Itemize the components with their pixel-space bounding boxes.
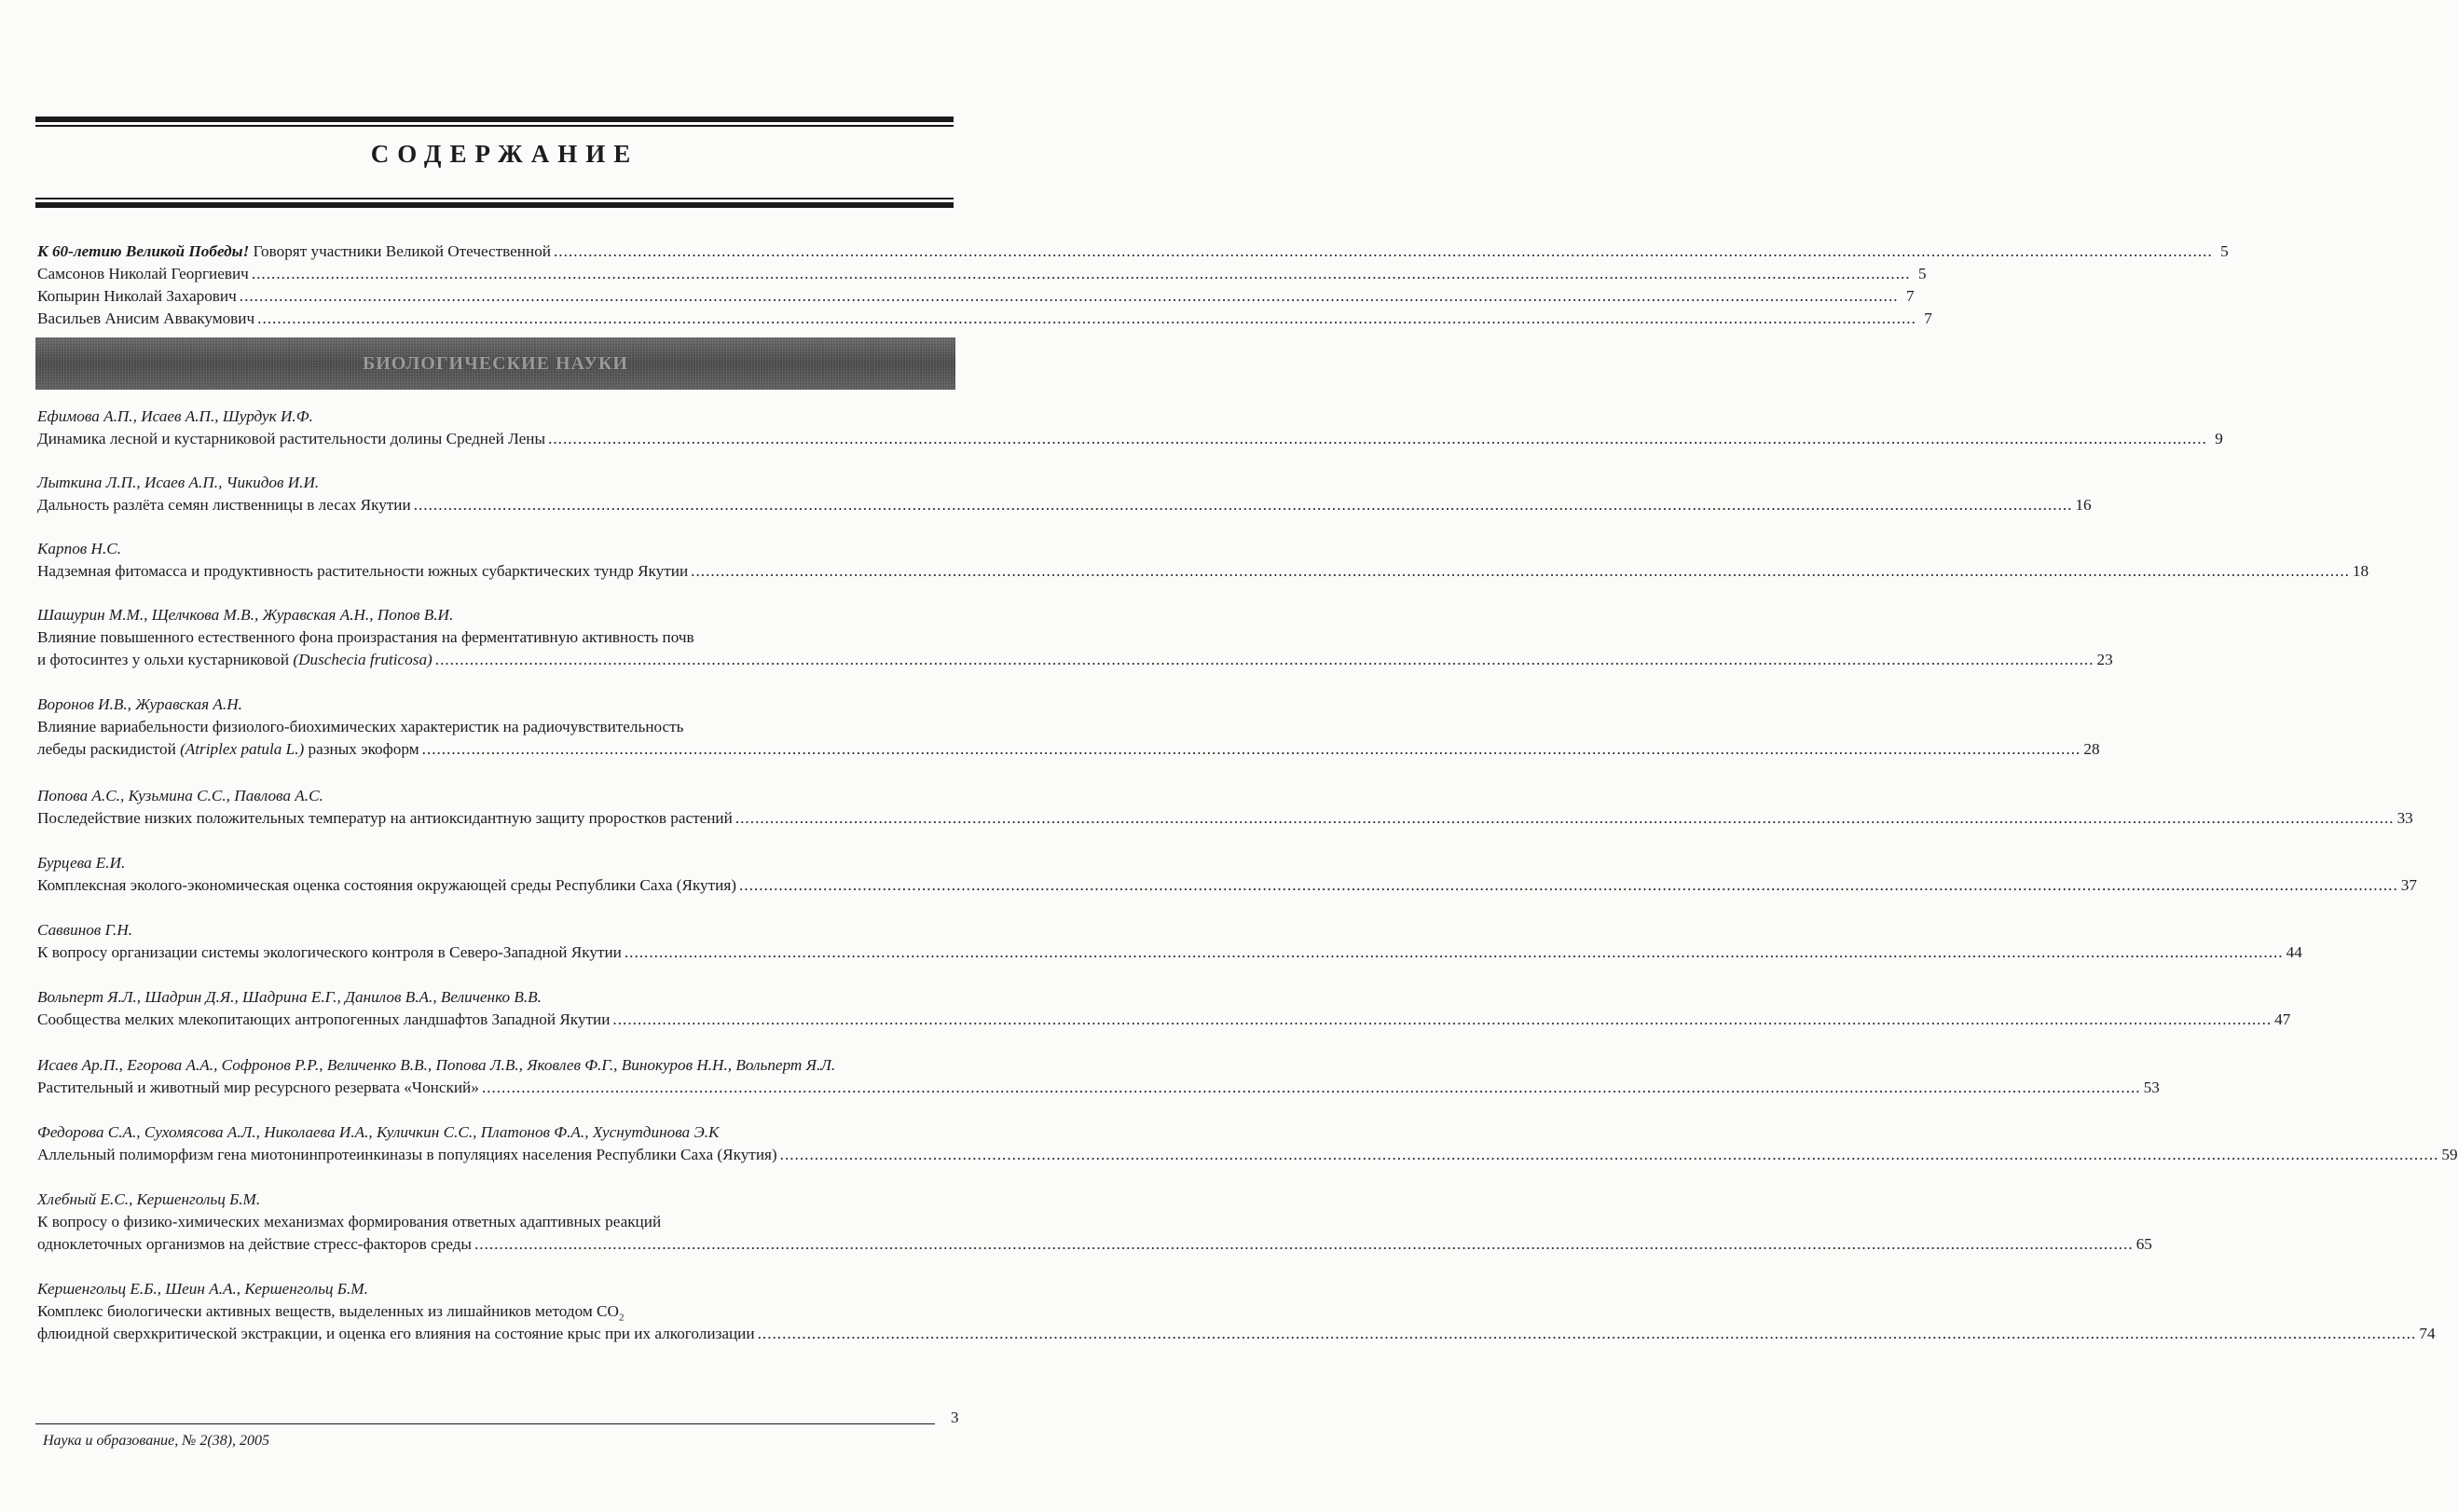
page-number: 33 <box>2396 809 2413 827</box>
toc-entry[interactable] <box>37 1189 2152 1256</box>
leader-dots <box>422 738 2081 761</box>
leader-dots <box>554 241 2213 263</box>
entry-title: Дальность разлёта семян лиственницы в лесах Якутии <box>37 496 411 514</box>
top-double-rule <box>35 117 954 127</box>
page-number: 47 <box>2274 1010 2291 1028</box>
entry-authors: Хлебный Е.С., Кершенгольц Б.М. <box>37 1190 261 1208</box>
title-double-rule <box>35 198 954 208</box>
journal-footer: Наука и образование, № 2(38), 2005 <box>43 1433 270 1449</box>
leader-dots <box>474 1233 2134 1256</box>
toc-entry[interactable] <box>37 919 2302 964</box>
page-number: 37 <box>2400 876 2417 894</box>
entry-title-tail: разных экоформ <box>304 740 419 758</box>
entry-title: Влияние повышенного естественного фона произрастания на ферментативную активность почв <box>37 628 694 646</box>
toc-entry[interactable] <box>37 1121 2458 1166</box>
toc-entry[interactable] <box>37 538 2369 583</box>
page-number: 5 <box>1917 265 1927 282</box>
toc-entry[interactable] <box>37 405 2223 450</box>
toc-entry[interactable] <box>37 785 2413 830</box>
toc-entry[interactable] <box>37 472 2092 516</box>
entry-authors: Шашурин М.М., Щелчкова М.В., Журавская А.Н., Попов В.И. <box>37 606 454 624</box>
person-name: Васильев Анисим Аввакумович <box>37 309 255 327</box>
entry-title: Аллельный полиморфизм гена миотонинпротеинкиназы в популяциях населения Республики Саха (Якутия) <box>37 1146 777 1163</box>
toc-entry[interactable] <box>37 694 2100 761</box>
page-number: 59 <box>2441 1146 2458 1163</box>
leader-dots <box>780 1144 2439 1166</box>
person-name: Копырин Николай Захарович <box>37 287 237 305</box>
leader-dots <box>257 308 1916 330</box>
leader-dots <box>691 560 2350 583</box>
page-number: 16 <box>2075 496 2092 514</box>
intro-block <box>37 241 2229 330</box>
latin-name: (Duschecia fruticosa) <box>293 651 433 668</box>
leader-dots <box>240 285 1899 308</box>
page-number: 7 <box>1924 309 1932 327</box>
page-number: 18 <box>2352 562 2369 580</box>
entry-authors: Воронов И.В., Журавская А.Н. <box>37 695 242 713</box>
page-number: 74 <box>2419 1325 2436 1342</box>
section-heading-band <box>35 337 955 390</box>
leader-dots <box>482 1077 2141 1099</box>
leader-dots <box>739 874 2398 897</box>
page-number: 65 <box>2135 1235 2152 1253</box>
entry-authors: Кершенгольц Е.Б., Шеин А.А., Кершенгольц Б.М. <box>37 1280 368 1298</box>
entry-title: Влияние вариабельности физиолого-биохимических характеристик на радиочувствительность <box>37 718 684 735</box>
entry-authors: Карпов Н.С. <box>37 540 122 557</box>
toc-line-intro[interactable] <box>37 241 2229 263</box>
toc-entry[interactable] <box>37 986 2291 1031</box>
page-number: 9 <box>2215 430 2223 447</box>
entry-authors: Бурцева Е.И. <box>37 854 126 872</box>
leader-dots <box>735 807 2395 830</box>
leader-dots <box>252 263 1911 285</box>
entry-authors: Федорова С.А., Сухомясова А.Л., Николаева И.А., Куличкин С.С., Платонов Ф.А., Хуснутдинова Э.К <box>37 1123 720 1141</box>
entry-authors: Исаев Ар.П., Егорова А.А., Софронов Р.Р., Величенко В.В., Попова Л.В., Яковлев Ф.Г., Винокуров Н.Н., Вольперт Я.Л. <box>37 1056 836 1074</box>
entry-title-cont: флюидной сверхкритической экстракции, и оценка его влияния на состояние крыс при их алкоголизации <box>37 1325 755 1342</box>
page-number: 7 <box>1905 287 1915 305</box>
leader-dots <box>435 649 2094 671</box>
page-number: 28 <box>2083 740 2100 758</box>
entry-title: Последействие низких положительных температур на антиоксидантную защиту проростков растений <box>37 809 733 827</box>
entry-title-cont: лебеды раскидистой <box>37 740 181 758</box>
entry-title: Сообщества мелких млекопитающих антропогенных ландшафтов Западной Якутии <box>37 1010 611 1028</box>
toc-line-person[interactable] <box>37 308 1932 330</box>
page-number: 23 <box>2096 651 2113 668</box>
entry-title-cont: одноклеточных организмов на действие стресс-факторов среды <box>37 1235 472 1253</box>
entry-authors: Ефимова А.П., Исаев А.П., Шурдук И.Ф. <box>37 407 313 425</box>
intro-lead-italic: К 60-летию Великой Победы! <box>37 242 250 260</box>
leader-dots <box>612 1009 2272 1031</box>
intro-lead-text: Говорят участники Великой Отечественной <box>249 242 551 260</box>
leader-dots <box>758 1323 2417 1345</box>
entry-title: Динамика лесной и кустарниковой растительности долины Средней Лены <box>37 430 546 447</box>
page-number: 5 <box>2220 242 2229 260</box>
entry-title: К вопросу организации системы экологического контроля в Северо-Западной Якутии <box>37 943 622 961</box>
person-name: Самсонов Николай Георгиевич <box>37 265 249 282</box>
footer-rule <box>35 1423 935 1424</box>
leader-dots <box>414 494 2073 516</box>
toc-line-person[interactable] <box>37 285 1915 308</box>
latin-name: (Atriplex patula L.) <box>180 740 305 758</box>
leader-dots <box>625 942 2284 964</box>
leader-dots <box>548 428 2207 450</box>
toc-entry[interactable] <box>37 1054 2160 1099</box>
page-number: 44 <box>2286 943 2302 961</box>
entry-authors: Лыткина Л.П., Исаев А.П., Чикидов И.И. <box>37 474 320 491</box>
entry-title: К вопросу о физико-химических механизмах формирования ответных адаптивных реакций <box>37 1213 662 1230</box>
entry-title: Надземная фитомасса и продуктивность растительности южных субарктических тундр Якутии <box>37 562 689 580</box>
folio-page-number: 3 <box>951 1409 959 1426</box>
subscript-digit: 2 <box>618 1312 625 1324</box>
page-title: СОДЕРЖАНИЕ <box>370 140 639 168</box>
entry-title: Комплексная эколого-экономическая оценка состояния окружающей среды Республики Саха (Якутия) <box>37 876 736 894</box>
toc-entry[interactable] <box>37 1278 2436 1345</box>
entry-title-cont: и фотосинтез у ольхи кустарниковой <box>37 651 294 668</box>
page-number: 53 <box>2143 1079 2160 1096</box>
entry-title: Растительный и животный мир ресурсного резервата «Чонский» <box>37 1079 479 1096</box>
section-heading: БИОЛОГИЧЕСКИЕ НАУКИ <box>363 352 628 374</box>
entry-authors: Вольперт Я.Л., Шадрин Д.Я., Шадрина Е.Г., Данилов В.А., Величенко В.В. <box>37 988 542 1006</box>
entry-authors: Саввинов Г.Н. <box>37 921 133 939</box>
toc-line-person[interactable] <box>37 263 1927 285</box>
entry-authors: Попова А.С., Кузьмина С.С., Павлова А.С. <box>37 787 323 804</box>
entry-title: Комплекс биологически активных веществ, выделенных из лишайников методом CO <box>37 1302 619 1320</box>
toc-entry[interactable] <box>37 852 2417 897</box>
toc-entry[interactable] <box>37 604 2113 671</box>
